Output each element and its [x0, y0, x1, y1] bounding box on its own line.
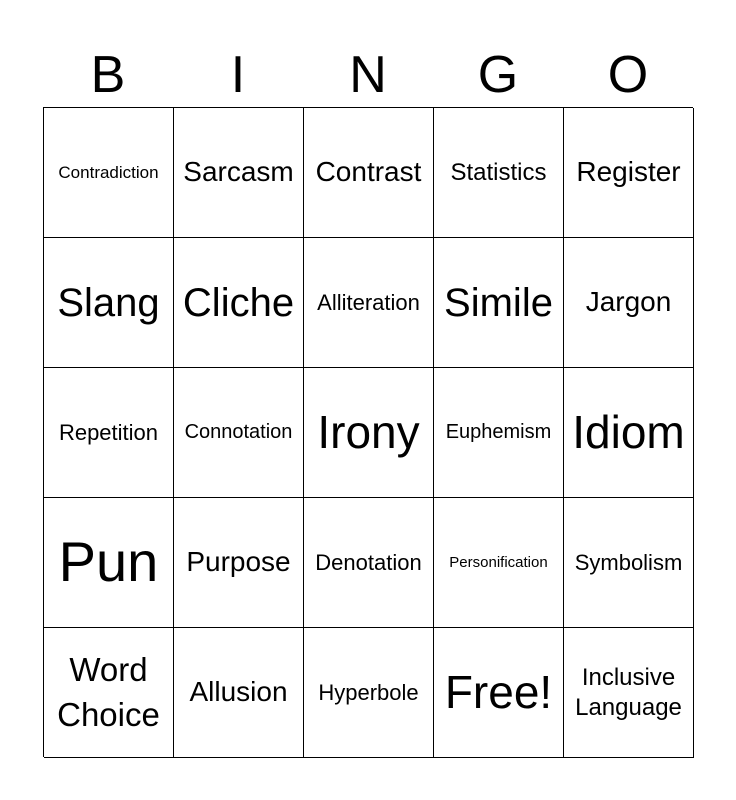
- bingo-cell: Contradiction: [44, 108, 174, 238]
- header-letter-n: N: [349, 46, 387, 104]
- bingo-cell: Register: [564, 108, 694, 238]
- bingo-cell: Statistics: [434, 108, 564, 238]
- header-letter-o: O: [607, 46, 649, 104]
- bingo-cell: Repetition: [44, 368, 174, 498]
- bingo-cell: Symbolism: [564, 498, 694, 628]
- bingo-cell: Allusion: [174, 628, 304, 758]
- bingo-cell: Word Choice: [44, 628, 174, 758]
- bingo-cell: Pun: [44, 498, 174, 628]
- bingo-cell: Personification: [434, 498, 564, 628]
- bingo-cell: Simile: [434, 238, 564, 368]
- bingo-cell: Jargon: [564, 238, 694, 368]
- bingo-cell: Inclusive Language: [564, 628, 694, 758]
- bingo-cell: Irony: [304, 368, 434, 498]
- free-space-cell: Free!: [434, 628, 564, 758]
- bingo-cell: Slang: [44, 238, 174, 368]
- bingo-cell: Euphemism: [434, 368, 564, 498]
- bingo-header: [43, 44, 693, 106]
- header-letter-b: B: [90, 46, 126, 104]
- header-letter-g: G: [477, 46, 519, 104]
- bingo-board: [43, 107, 693, 757]
- bingo-cell: Sarcasm: [174, 108, 304, 238]
- bingo-cell: Connotation: [174, 368, 304, 498]
- bingo-cell: Hyperbole: [304, 628, 434, 758]
- header-letter-i: I: [230, 46, 246, 104]
- bingo-cell: Idiom: [564, 368, 694, 498]
- bingo-cell: Alliteration: [304, 238, 434, 368]
- bingo-cell: Contrast: [304, 108, 434, 238]
- bingo-cell: Denotation: [304, 498, 434, 628]
- bingo-cell: Purpose: [174, 498, 304, 628]
- bingo-cell: Cliche: [174, 238, 304, 368]
